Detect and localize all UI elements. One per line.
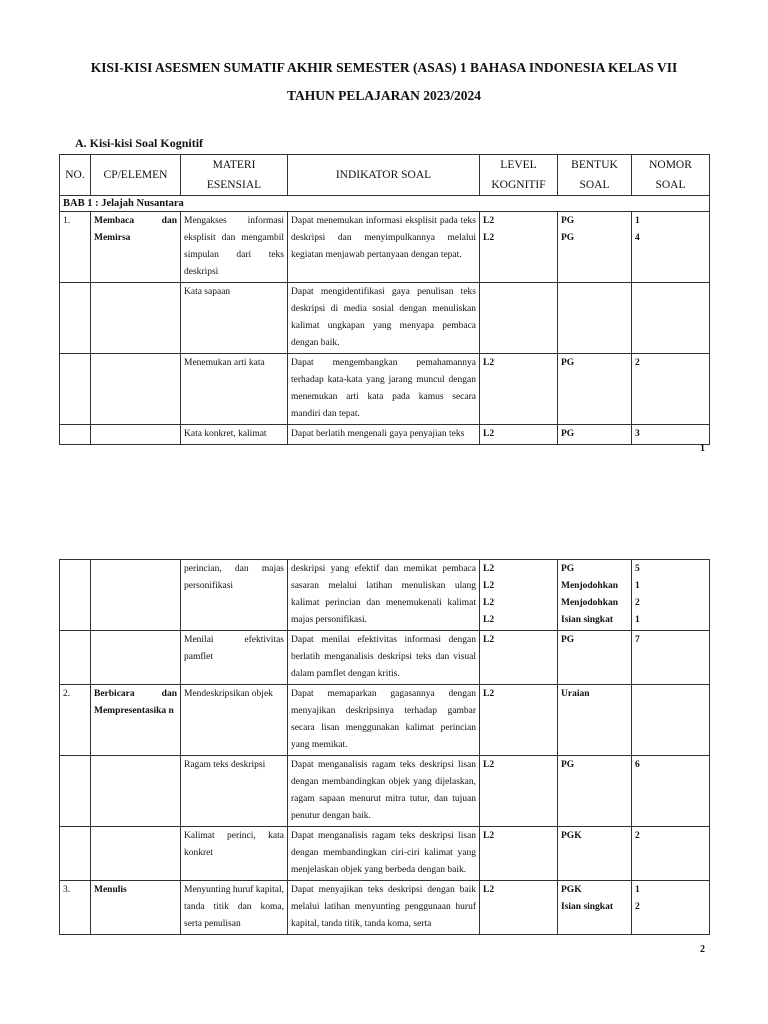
section-heading: A. Kisi-kisi Soal Kognitif: [75, 136, 204, 150]
cell-nomor: 2: [632, 827, 710, 881]
cell-no: [60, 756, 91, 827]
header-no: NO.: [60, 155, 91, 196]
cell-level: L2 L2: [480, 212, 558, 283]
cell-indikator: Dapat mengembangkan pemahamannya terhadap kata-kata yang jarang muncul dengan menemukan arti kata pada kamus secara mandiri dan tepat.: [288, 354, 480, 425]
table-row: [60, 283, 710, 354]
cell-nomor: 2: [632, 354, 710, 425]
header-materi-esensial: MATERI ESENSIAL: [181, 155, 288, 196]
cell-nomor: 6: [632, 756, 710, 827]
cell-no: [60, 354, 91, 425]
cell-bentuk: PG: [558, 756, 632, 827]
table-row: [60, 685, 710, 756]
kisi-kisi-table-page-1: [59, 154, 710, 445]
cell-nomor: [632, 685, 710, 756]
cell-bentuk: PG Menjodohkan Menjodohkan Isian singkat: [558, 560, 632, 631]
header-bentuk-soal: BENTUK SOAL: [558, 155, 632, 196]
cell-no: [60, 283, 91, 354]
cell-indikator: Dapat memaparkan gagasannya dengan menyajikan deskripsinya terhadap gambar secara lisan menggunakan kalimat perincian yang memikat.: [288, 685, 480, 756]
cell-level: [480, 283, 558, 354]
cell-nomor: 1 4: [632, 212, 710, 283]
table-row: [60, 827, 710, 881]
table-row: [60, 756, 710, 827]
header-indikator-soal: INDIKATOR SOAL: [288, 155, 480, 196]
cell-materi: perincian, dan majas personifikasi: [181, 560, 288, 631]
cell-nomor: [632, 283, 710, 354]
cell-nomor: 3: [632, 425, 710, 445]
cell-level: L2: [480, 756, 558, 827]
document-subtitle: TAHUN PELAJARAN 2023/2024: [286, 88, 481, 103]
cell-no: [60, 425, 91, 445]
cell-bentuk: PG PG: [558, 212, 632, 283]
cell-level: L2: [480, 827, 558, 881]
cell-materi: Menemukan arti kata: [181, 354, 288, 425]
cell-indikator: Dapat menemukan informasi eksplisit pada teks deskripsi dan menyimpulkannya melalui kegiatan menjawab pertanyaan dengan tepat.: [288, 212, 480, 283]
cell-bentuk: [558, 283, 632, 354]
cell-cp: [91, 354, 181, 425]
cell-indikator: Dapat menganalisis ragam teks deskripsi lisan dengan membandingkan objek yang dijelaskan, ragam sapaan menurut mitra tutur, dan tujuan penutur dengan baik.: [288, 756, 480, 827]
table-header-row: [60, 155, 710, 196]
cell-materi: Mendeskripsikan objek: [181, 685, 288, 756]
cell-level: L2: [480, 685, 558, 756]
kisi-kisi-table-page-2: [59, 559, 710, 935]
cell-no: [60, 631, 91, 685]
page-number: 2: [700, 944, 705, 955]
cell-bentuk: PG: [558, 425, 632, 445]
cell-bentuk: Uraian: [558, 685, 632, 756]
cell-materi: Mengakses informasi eksplisit dan mengambil simpulan dari teks deskripsi: [181, 212, 288, 283]
page-number: 1: [700, 443, 705, 454]
bab-row: [60, 196, 710, 212]
cell-level: L2: [480, 631, 558, 685]
cell-cp: [91, 560, 181, 631]
cell-bentuk: PGK Isian singkat: [558, 881, 632, 935]
cell-indikator: Dapat menganalisis ragam teks deskripsi lisan dengan membandingkan ciri-ciri kalimat yang menjelaskan objek yang berbeda dengan baik.: [288, 827, 480, 881]
cell-nomor: 7: [632, 631, 710, 685]
cell-materi: Ragam teks deskripsi: [181, 756, 288, 827]
cell-cp: Membaca dan Memirsa: [91, 212, 181, 283]
cell-materi: Kata sapaan: [181, 283, 288, 354]
cell-no: 2.: [60, 685, 91, 756]
cell-bentuk: PG: [558, 354, 632, 425]
document-title: KISI-KISI ASESMEN SUMATIF AKHIR SEMESTER (ASAS) 1 BAHASA INDONESIA KELAS VII: [90, 60, 678, 75]
table-row: [60, 425, 710, 445]
cell-indikator: Dapat menyajikan teks deskripsi dengan baik melalui latihan menyunting penggunaan huruf kapital, tanda titik, tanda koma, serta: [288, 881, 480, 935]
cell-nomor: 5 1 2 1: [632, 560, 710, 631]
cell-level: L2 L2 L2 L2: [480, 560, 558, 631]
table-row: [60, 881, 710, 935]
header-nomor-soal: NOMOR SOAL: [632, 155, 710, 196]
cell-cp: Berbicara dan Mempresentasika n: [91, 685, 181, 756]
cell-materi: Menyunting huruf kapital, tanda titik dan koma, serta penulisan: [181, 881, 288, 935]
cell-nomor: 1 2: [632, 881, 710, 935]
cell-level: L2: [480, 425, 558, 445]
cell-indikator: Dapat berlatih mengenali gaya penyajian teks: [288, 425, 480, 445]
cell-cp: [91, 283, 181, 354]
cell-no: [60, 827, 91, 881]
cell-cp: Menulis: [91, 881, 181, 935]
cell-materi: Menilai efektivitas pamflet: [181, 631, 288, 685]
header-level-kognitif: LEVEL KOGNITIF: [480, 155, 558, 196]
cell-cp: [91, 827, 181, 881]
cell-cp: [91, 756, 181, 827]
cell-no: [60, 560, 91, 631]
cell-indikator: Dapat menilai efektivitas informasi dengan berlatih menganalisis deskripsi teks dan visual dalam pamflet dengan kritis.: [288, 631, 480, 685]
bab-label: BAB 1 : Jelajah Nusantara: [60, 196, 710, 212]
cell-indikator: Dapat mengidentifikasi gaya penulisan teks deskripsi di media sosial dengan menuliskan kalimat ungkapan yang menyapa pembaca dengan baik.: [288, 283, 480, 354]
header-cp-elemen: CP/ELEMEN: [91, 155, 181, 196]
cell-materi: Kata konkret, kalimat: [181, 425, 288, 445]
cell-cp: [91, 425, 181, 445]
cell-bentuk: PGK: [558, 827, 632, 881]
table-row: [60, 560, 710, 631]
cell-level: L2: [480, 881, 558, 935]
cell-level: L2: [480, 354, 558, 425]
cell-bentuk: PG: [558, 631, 632, 685]
table-row: [60, 212, 710, 283]
cell-materi: Kalimat perinci, kata konkret: [181, 827, 288, 881]
cell-no: 3.: [60, 881, 91, 935]
table-row: [60, 354, 710, 425]
cell-indikator: deskripsi yang efektif dan memikat pembaca sasaran melalui latihan menuliskan ulang kalimat perincian dan menemukenali kalimat majas personifikasi.: [288, 560, 480, 631]
table-row: [60, 631, 710, 685]
cell-no: 1.: [60, 212, 91, 283]
cell-cp: [91, 631, 181, 685]
